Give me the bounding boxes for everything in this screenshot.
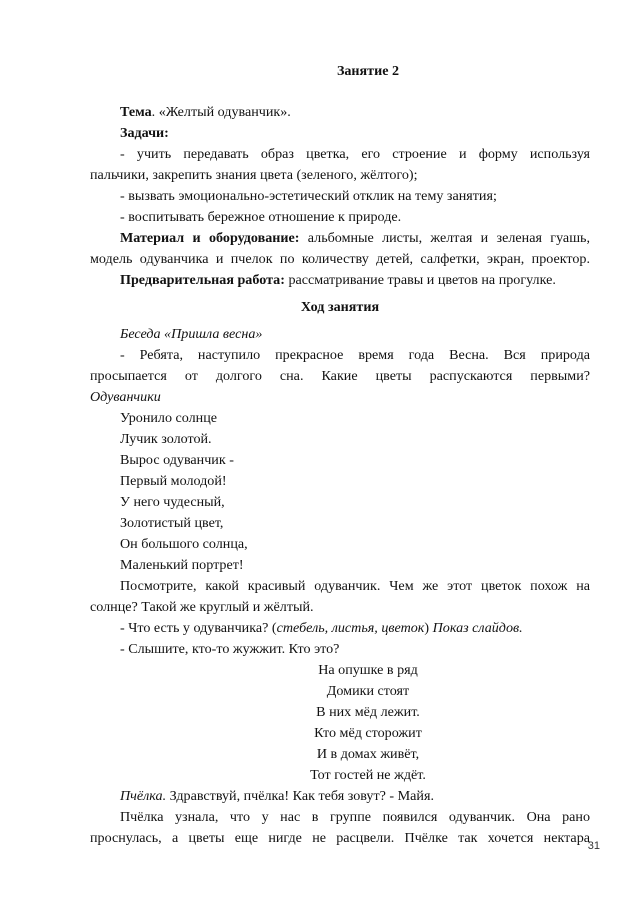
poem-line: Он большого солнца, (120, 536, 248, 552)
materials-text: альбомные листы, желтая и зеленая гуашь, (299, 230, 590, 246)
tasks-label: Задачи: (120, 125, 169, 141)
prelim-line (120, 269, 590, 291)
paragraph-line: солнце? Такой же круглый и жёлтый. (90, 599, 314, 615)
materials-label: Материал и оборудование: (120, 230, 300, 246)
task-line: - воспитывать бережное отношение к природе. (120, 209, 402, 225)
riddle-line: Кто мёд сторожит (314, 725, 422, 741)
materials-line (120, 227, 590, 249)
poem-line: Маленький портрет! (120, 557, 244, 573)
paragraph-line: проснулась, а цветы еще нигде не расцвели. Пчёлке так хочется нектара (90, 830, 590, 846)
poem-line: Золотистый цвет, (120, 515, 224, 531)
riddle-line: В них мёд лежит. (316, 704, 420, 720)
topic-label: Тема (120, 104, 152, 120)
topic-line (120, 101, 590, 123)
paragraph-line: Пчёлка узнала, что у нас в группе появился одуванчик. Она рано (120, 809, 590, 825)
materials-line-2: модель одуванчика и пчелок по количеству детей, салфетки, экран, проектор. (90, 251, 590, 267)
task-line: пальчики, закрепить знания цвета (зеленого, жёлтого); (90, 167, 418, 183)
page-number: 31 (587, 840, 600, 852)
section-heading: Ход занятия (300, 299, 380, 315)
bee-text: Здравствуй, пчёлка! Как тебя зовут? - Майя. (166, 788, 434, 804)
task-line: - учить передавать образ цветка, его строение и форму используя (120, 146, 590, 162)
paragraph-line: Посмотрите, какой красивый одуванчик. Чем же этот цветок похож на (120, 578, 590, 594)
bee-line (120, 785, 590, 807)
poem-line: Уронило солнце (120, 410, 218, 426)
conversation-title: Беседа «Пришла весна» (120, 326, 263, 342)
riddle-line: На опушке в ряд (318, 662, 418, 678)
lesson-title: Занятие 2 (336, 63, 400, 79)
prelim-label: Предварительная работа: (120, 272, 285, 288)
prelim-text: рассматривание травы и цветов на прогулке. (284, 272, 556, 288)
question-line (120, 617, 590, 639)
poem-line: Первый молодой! (120, 473, 227, 489)
paragraph-line: - Слышите, кто-то жужжит. Кто это? (120, 641, 340, 657)
riddle-line: Домики стоят (326, 683, 410, 699)
question-text: - Что есть у одуванчика? ( (120, 620, 277, 636)
poem-line: Лучик золотой. (120, 431, 212, 447)
topic-text: . «Желтый одуванчик». (151, 104, 291, 120)
riddle-line: И в домах живёт, (316, 746, 420, 762)
answer-dandelions: Одуванчики (90, 389, 161, 405)
poem-line: У него чудесный, (120, 494, 225, 510)
question-close: ) (424, 620, 433, 636)
paragraph-line: просыпается от долгого сна. Какие цветы распускаются первыми? (90, 368, 590, 384)
task-line: - вызвать эмоционально-эстетический отклик на тему занятия; (120, 188, 497, 204)
poem-line: Вырос одуванчик - (120, 452, 234, 468)
riddle-line: Тот гостей не ждёт. (310, 767, 426, 783)
paragraph-line: - Ребята, наступило прекрасное время года Весна. Вся природа (120, 347, 590, 363)
bee-speaker: Пчёлка. (120, 788, 167, 804)
question-answer: стебель, листья, цветок (276, 620, 425, 636)
slides-note: Показ слайдов. (432, 620, 523, 636)
